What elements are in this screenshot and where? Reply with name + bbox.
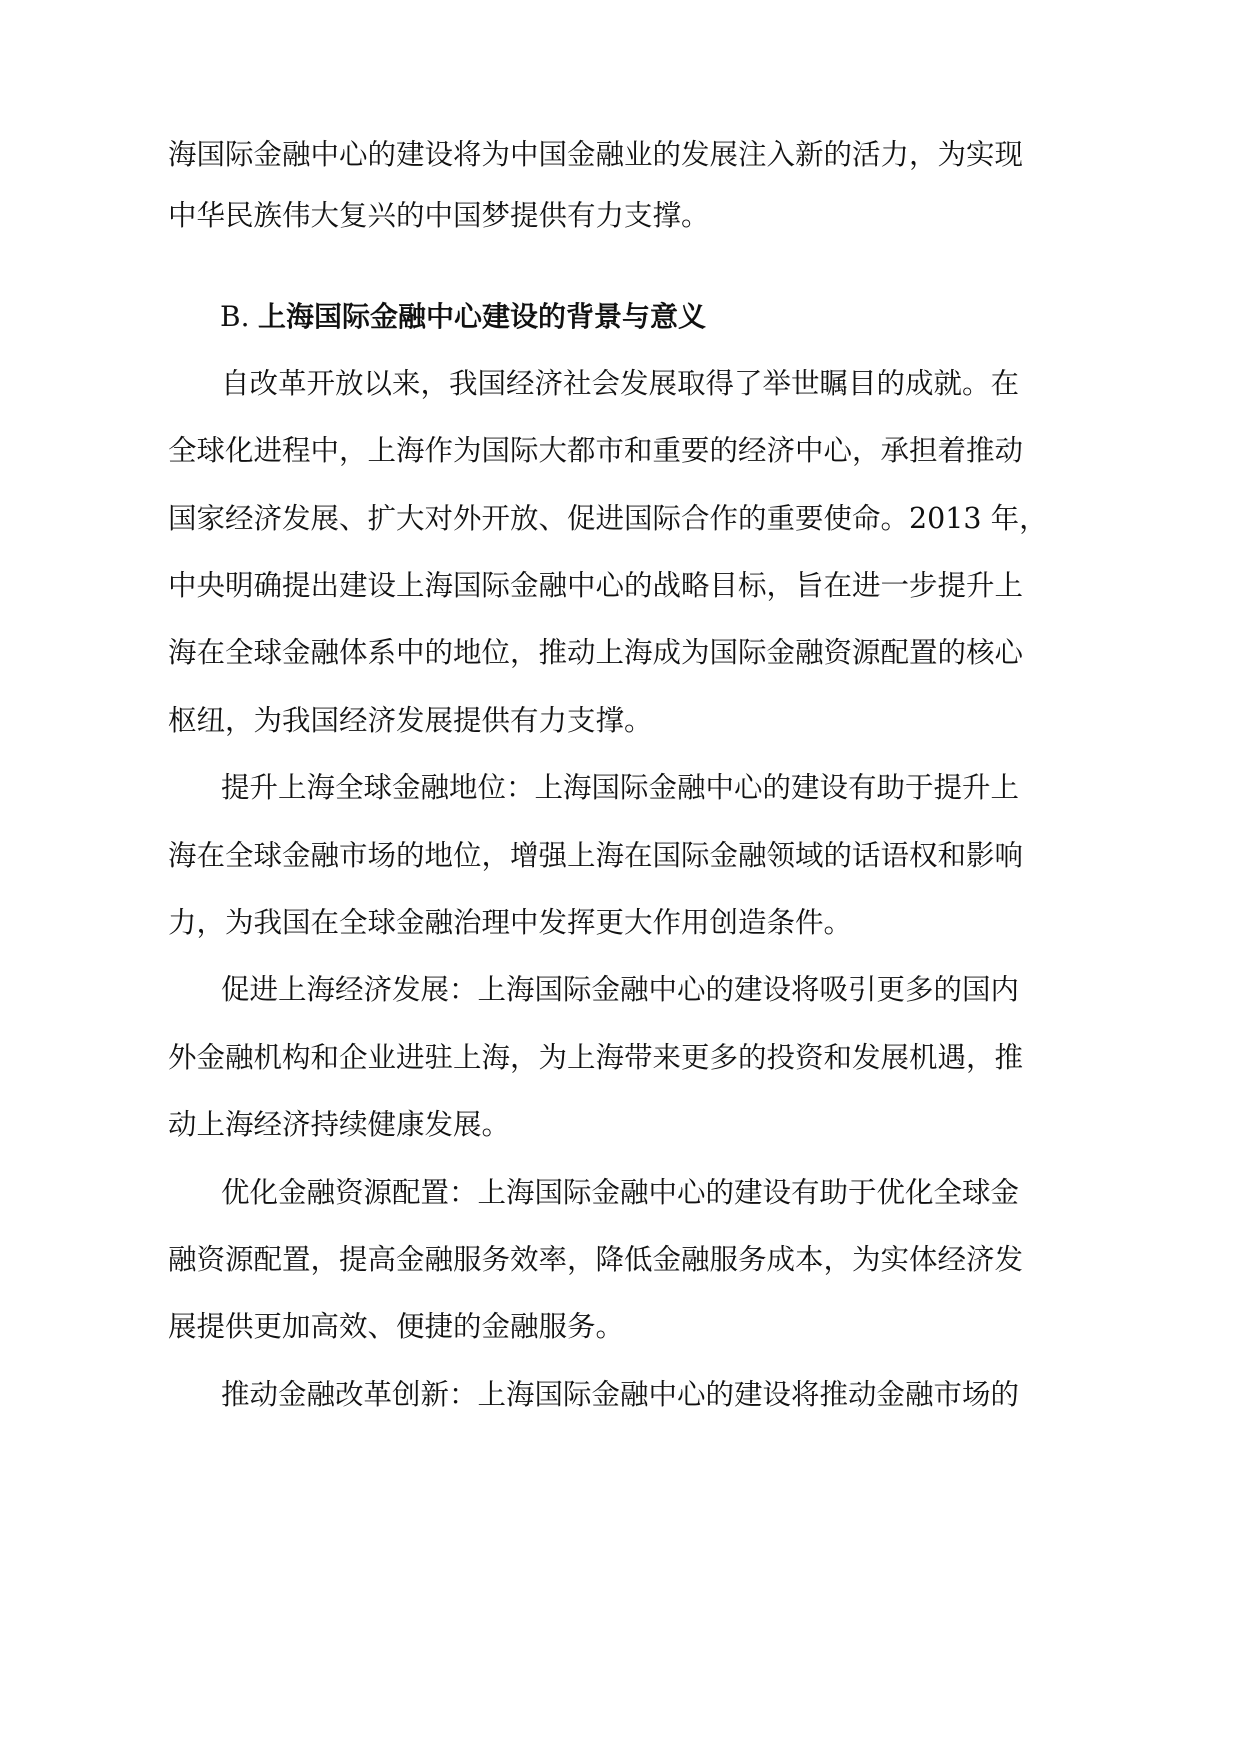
section-heading-number: B. xyxy=(220,300,250,333)
paragraph-2-line-1: 提升上海全球金融地位：上海国际金融中心的建设有助于提升上 xyxy=(221,771,1020,804)
paragraph-1-line-3: 国家经济发展、扩大对外开放、促进国际合作的重要使命。2013 年， xyxy=(168,502,1048,535)
section-heading xyxy=(0,297,1241,337)
paragraph-1-line-2: 全球化进程中，上海作为国际大都市和重要的经济中心，承担着推动 xyxy=(168,434,1024,467)
paragraph-4-line-2: 融资源配置，提高金融服务效率，降低金融服务成本，为实体经济发 xyxy=(168,1243,1024,1276)
intro-line-1: 海国际金融中心的建设将为中国金融业的发展注入新的活力，为实现 xyxy=(168,138,1024,171)
paragraph-4-line-1: 优化金融资源配置：上海国际金融中心的建设有助于优化全球金 xyxy=(221,1176,1020,1209)
paragraph-3-line-1: 促进上海经济发展：上海国际金融中心的建设将吸引更多的国内 xyxy=(221,973,1020,1006)
paragraph-5-line-1: 推动金融改革创新：上海国际金融中心的建设将推动金融市场的 xyxy=(221,1378,1020,1411)
paragraph-4-line-3: 展提供更加高效、便捷的金融服务。 xyxy=(168,1310,625,1343)
paragraph-3-line-3: 动上海经济持续健康发展。 xyxy=(168,1108,511,1141)
section-heading-title: 上海国际金融中心建设的背景与意义 xyxy=(258,300,707,333)
paragraph-1-line-5: 海在全球金融体系中的地位，推动上海成为国际金融资源配置的核心 xyxy=(168,636,1024,669)
paragraph-1-line-6: 枢纽，为我国经济发展提供有力支撑。 xyxy=(168,704,653,737)
paragraph-2-line-3: 力，为我国在全球金融治理中发挥更大作用创造条件。 xyxy=(168,906,853,939)
paragraph-2-line-2: 海在全球金融市场的地位，增强上海在国际金融领域的话语权和影响 xyxy=(168,839,1024,872)
paragraph-1-line-4: 中央明确提出建设上海国际金融中心的战略目标，旨在进一步提升上 xyxy=(168,569,1024,602)
paragraph-3-line-2: 外金融机构和企业进驻上海，为上海带来更多的投资和发展机遇，推 xyxy=(168,1041,1024,1074)
intro-line-2: 中华民族伟大复兴的中国梦提供有力支撑。 xyxy=(168,199,710,232)
paragraph-1-line-1: 自改革开放以来，我国经济社会发展取得了举世瞩目的成就。在 xyxy=(221,367,1020,400)
